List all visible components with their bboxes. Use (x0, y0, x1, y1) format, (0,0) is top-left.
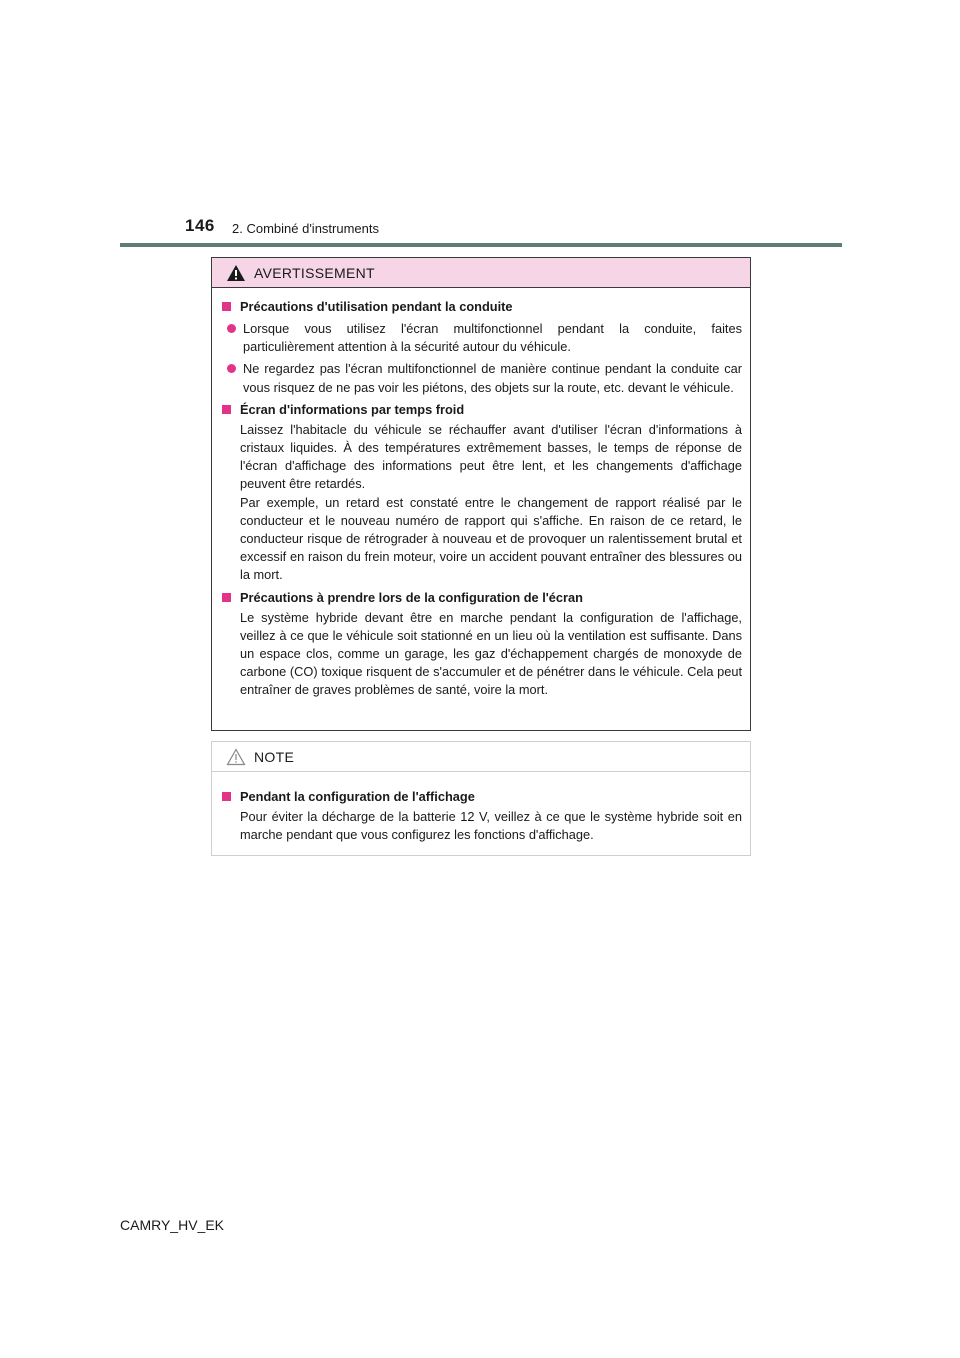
square-bullet-icon (222, 302, 231, 311)
dot-bullet-icon (227, 364, 236, 373)
note-triangle-icon (226, 748, 246, 766)
warning-item-title (222, 298, 742, 316)
paragraph: Par exemple, un retard est constaté entre le changement de rapport réalisé par le conducteur et le nouveau numéro de rapport qui s'affiche. En raison de ce retard, le conducteur risque de rétrograder à nouveau et de provoquer un ralentissement brutal et excessif en raison du frein moteur, voire un accident pouvant entraîner des blessures ou la mort. (240, 494, 742, 583)
page-number: 146 (185, 216, 215, 235)
dot-bullet-icon (227, 324, 236, 333)
note-item-title (222, 788, 742, 806)
warning-box (211, 257, 751, 731)
paragraph: Pour éviter la décharge de la batterie 12 V, veillez à ce que le système hybride soit en marche pendant que vous configurez les fonctions d'affichage. (240, 809, 742, 843)
warning-header (212, 258, 750, 288)
warning-item-title (222, 401, 742, 419)
note-body (212, 772, 750, 844)
list-item (226, 360, 742, 396)
list-item-text: Ne regardez pas l'écran multifonctionnel de manière continue pendant la conduite car vous risquez de ne pas voir les piétons, des objets sur la route, etc. devant le véhicule. (243, 361, 742, 395)
warning-triangle-icon (226, 264, 246, 282)
section-title: 2. Combiné d'instruments (232, 221, 379, 236)
note-title: NOTE (254, 748, 295, 765)
item-title-text: Précautions à prendre lors de la configuration de l'écran (240, 589, 583, 605)
paragraph: Laissez l'habitacle du véhicule se réchauffer avant d'utiliser l'écran d'informations à cristaux liquides. À des températures extrêmement basses, le temps de réponse de l'écran d'affichage des informations peut être lent, et les changements d'affichage peuvent être retardés. (240, 421, 742, 492)
header-rule (120, 243, 842, 247)
square-bullet-icon (222, 405, 231, 414)
item-title-text: Écran d'informations par temps froid (240, 401, 465, 417)
square-bullet-icon (222, 792, 231, 801)
warning-item-title (222, 589, 742, 607)
item-title-text: Pendant la configuration de l'affichage (240, 789, 475, 804)
item-title-text: Précautions d'utilisation pendant la conduite (240, 299, 513, 314)
note-header (212, 742, 750, 772)
warning-title: AVERTISSEMENT (254, 264, 375, 281)
paragraph: Le système hybride devant être en marche pendant la configuration de l'affichage, veillez à ce que le véhicule soit stationné en un lieu où la ventilation est suffisante. Dans un espace clos, comme un garage, les gaz d'échappement chargés de monoxyde de carbone (CO) toxique risquent de s'accumuler et de pénétrer dans le véhicule. Cela peut entraîner de graves problèmes de santé, voire la mort. (240, 609, 742, 698)
note-box (211, 741, 751, 856)
list-item (226, 320, 742, 356)
square-bullet-icon (222, 593, 231, 602)
document-code: CAMRY_HV_EK (120, 1217, 225, 1233)
list-item-text: Lorsque vous utilisez l'écran multifonctionnel pendant la conduite, faites particulièrement attention à la sécurité autour du véhicule. (243, 321, 742, 355)
warning-body (212, 288, 750, 700)
